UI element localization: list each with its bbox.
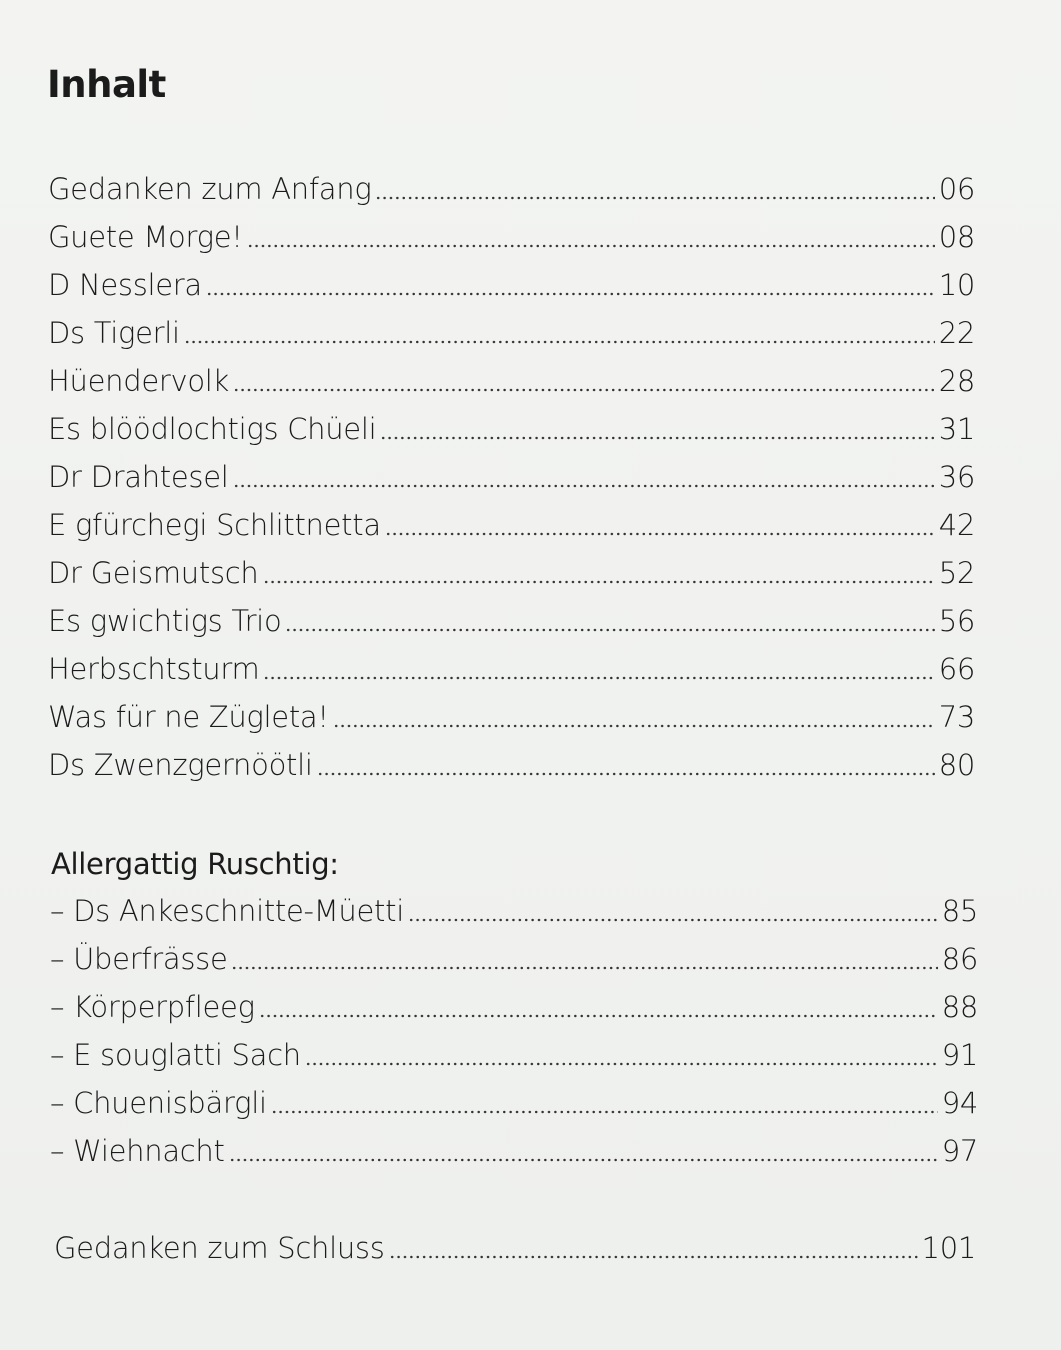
toc-entry-page: 66: [938, 652, 975, 686]
dot-leader: [285, 627, 934, 633]
toc-entry-title: Gedanken zum Schluss: [54, 1231, 385, 1265]
toc-entry-page: 06: [938, 172, 975, 206]
toc-entry-page: 91: [941, 1038, 978, 1072]
toc-subentry[interactable]: [50, 985, 978, 1029]
toc-entry-title: Ds Zwenzgernöötli: [48, 748, 313, 782]
toc-entry-title: Hüendervolk: [48, 364, 230, 398]
toc-entry-page: 101: [921, 1231, 976, 1265]
toc-entry-page: 86: [941, 942, 978, 976]
toc-subentry[interactable]: [50, 937, 978, 981]
toc-entry[interactable]: [48, 599, 975, 643]
toc-entry-title: – Überfrässe: [50, 942, 228, 976]
toc-entry[interactable]: [48, 647, 975, 691]
dot-leader: [229, 1157, 938, 1163]
toc-entry-page: 94: [941, 1086, 978, 1120]
toc-subentry[interactable]: [50, 1081, 978, 1125]
toc-entry-title: Dr Geismutsch: [48, 556, 259, 590]
dot-leader: [184, 339, 935, 345]
page-title: Inhalt: [47, 63, 166, 106]
toc-entry-title: Herbschtsturm: [48, 652, 260, 686]
toc-entry[interactable]: [48, 215, 975, 259]
dot-leader: [333, 723, 935, 729]
dot-leader: [263, 579, 935, 585]
toc-entry[interactable]: [48, 167, 975, 211]
toc-entry-page: 73: [938, 700, 975, 734]
toc-entry-page: 31: [938, 412, 975, 446]
toc-entry-title: – Chuenisbärgli: [50, 1086, 267, 1120]
toc-entry-page: 08: [938, 220, 975, 254]
dot-leader: [247, 243, 935, 249]
toc-entry-page: 56: [938, 604, 975, 638]
toc-entry-title: Es blöödlochtigs Chüeli: [48, 412, 377, 446]
toc-entry[interactable]: [48, 551, 975, 595]
toc-entry-page: 88: [941, 990, 978, 1024]
toc-entry-title: – Körperpfleeg: [50, 990, 255, 1024]
toc-subentry[interactable]: [50, 889, 978, 933]
toc-entry-title: – E souglatti Sach: [50, 1038, 301, 1072]
toc-entry-title: Dr Drahtesel: [48, 460, 229, 494]
toc-entry-title: – Ds Ankeschnitte-Müetti: [50, 894, 404, 928]
dot-leader: [385, 531, 935, 537]
toc-entry-closing[interactable]: [54, 1226, 976, 1270]
dot-leader: [231, 965, 937, 971]
toc-entry-title: Guete Morge!: [48, 220, 243, 254]
toc-entry[interactable]: [48, 311, 975, 355]
dot-leader: [317, 771, 935, 777]
toc-entry-page: 42: [938, 508, 975, 542]
toc-entry-title: Es gwichtigs Trio: [48, 604, 282, 638]
dot-leader: [305, 1061, 938, 1067]
toc-entry[interactable]: [48, 359, 975, 403]
dot-leader: [233, 387, 935, 393]
dot-leader: [408, 917, 938, 923]
dot-leader: [206, 291, 935, 297]
toc-entry-title: Gedanken zum Anfang: [48, 172, 372, 206]
dot-leader: [263, 675, 934, 681]
toc-entry[interactable]: [48, 695, 975, 739]
dot-leader: [380, 435, 934, 441]
toc-entry-title: – Wiehnacht: [50, 1134, 225, 1168]
toc-subentry[interactable]: [50, 1033, 978, 1077]
toc-entry-page: 10: [938, 268, 975, 302]
dot-leader: [271, 1109, 938, 1115]
toc-entry[interactable]: [48, 743, 975, 787]
toc-entry[interactable]: [48, 263, 975, 307]
toc-entry[interactable]: [48, 503, 975, 547]
toc-entry-title: E gfürchegi Schlittnetta: [48, 508, 381, 542]
toc-entry[interactable]: [48, 407, 975, 451]
toc-entry-page: 52: [938, 556, 975, 590]
section-heading: Allergattig Ruschtig:: [51, 847, 339, 881]
toc-entry-title: Ds Tigerli: [48, 316, 180, 350]
toc-entry[interactable]: [48, 455, 975, 499]
toc-entry-page: 22: [938, 316, 975, 350]
toc-entry-page: 28: [938, 364, 975, 398]
dot-leader: [233, 483, 935, 489]
toc-entry-page: 85: [941, 894, 978, 928]
dot-leader: [389, 1254, 918, 1260]
toc-entry-page: 80: [938, 748, 975, 782]
toc-entry-title: D Nesslera: [48, 268, 202, 302]
dot-leader: [375, 195, 934, 201]
toc-entry-title: Was für ne Zügleta!: [48, 700, 329, 734]
toc-subentry[interactable]: [50, 1129, 978, 1173]
dot-leader: [259, 1013, 938, 1019]
toc-entry-page: 36: [938, 460, 975, 494]
toc-entry-page: 97: [941, 1134, 978, 1168]
